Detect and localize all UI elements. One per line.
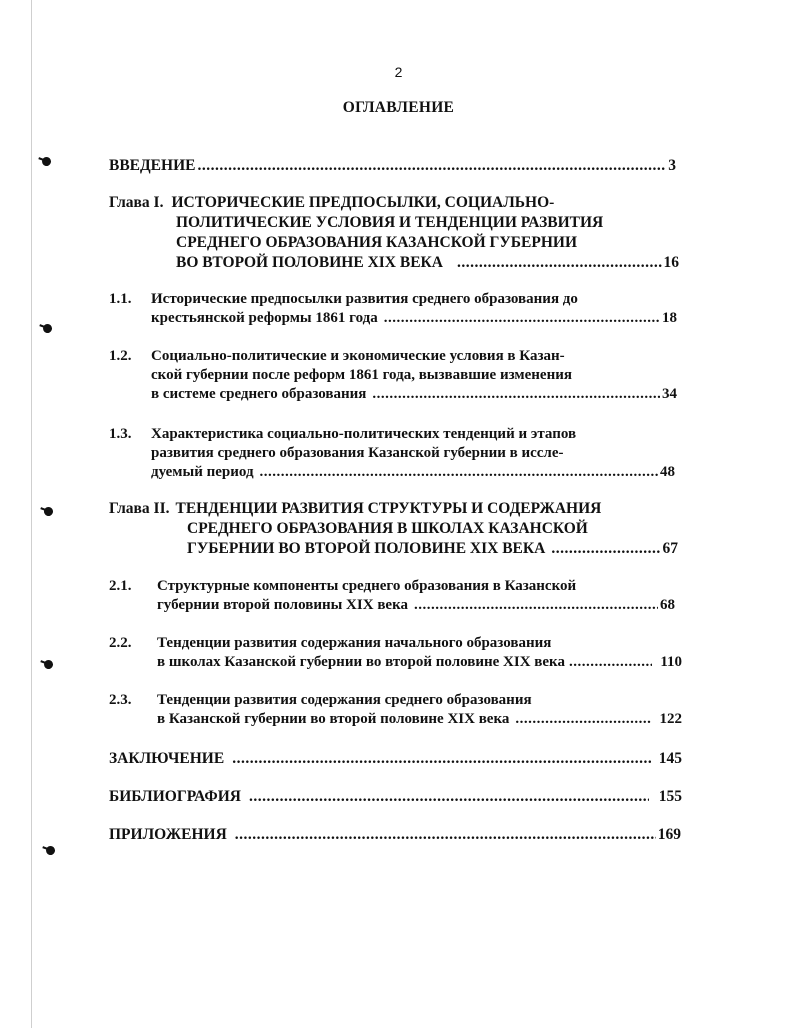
section-title-line: в системе среднего образования [151, 386, 367, 402]
leader-dots [235, 825, 656, 845]
toc-page-number: 16 [663, 254, 679, 271]
section-title-line: в школах Казанской губернии во второй половине XIX века [157, 654, 565, 670]
section-number: 2.3. [109, 692, 132, 708]
binding-hole-mark [43, 659, 55, 671]
toc-entry-label: ПРИЛОЖЕНИЯ [109, 826, 227, 843]
section-number: 1.2. [109, 348, 132, 364]
leader-dots [457, 253, 662, 273]
toc-entry-conclusion[interactable] [109, 749, 682, 769]
leader-dots [249, 787, 649, 807]
section-title-line: дуемый период [151, 464, 254, 480]
scan-margin-line [31, 0, 32, 1028]
section-title-line: Тенденции развития содержания начального образования [157, 635, 552, 651]
section-title-line: Тенденции развития содержания среднего образования [157, 692, 532, 708]
chapter-prefix: Глава II. [109, 500, 170, 517]
page-number: 2 [394, 64, 403, 80]
toc-entry-section-1-3[interactable] [109, 425, 675, 482]
section-title-line: Социально-политические и экономические условия в Казан- [151, 348, 565, 364]
leader-dots [260, 463, 658, 482]
toc-page-number: 145 [658, 750, 682, 767]
toc-page-number: 155 [658, 788, 682, 805]
chapter-prefix: Глава I. [109, 194, 164, 211]
toc-page-number: 122 [659, 711, 682, 727]
toc-entry-label: ВВЕДЕНИЕ [109, 157, 196, 174]
leader-dots [232, 749, 651, 769]
toc-entry-label: БИБЛИОГРАФИЯ [109, 788, 241, 805]
chapter-title-line: ТЕНДЕНЦИИ РАЗВИТИЯ СТРУКТУРЫ И СОДЕРЖАНИЯ [175, 500, 602, 517]
chapter-title-line: ГУБЕРНИИ ВО ВТОРОЙ ПОЛОВИНЕ XIX ВЕКА [187, 540, 546, 557]
toc-entry-intro[interactable] [109, 156, 676, 176]
leader-dots [515, 710, 651, 729]
chapter-title-line: ВО ВТОРОЙ ПОЛОВИНЕ XIX ВЕКА [176, 254, 443, 271]
section-number: 1.3. [109, 426, 132, 442]
leader-dots [414, 596, 658, 615]
toc-page-number: 48 [660, 464, 675, 480]
binding-hole-mark [43, 506, 55, 518]
section-title-line: крестьянской реформы 1861 года [151, 310, 378, 326]
section-number: 2.2. [109, 635, 132, 651]
binding-hole-mark [42, 323, 54, 335]
toc-entry-chapter-2[interactable] [109, 499, 678, 559]
toc-page-number: 110 [660, 654, 682, 670]
section-title-line: развития среднего образования Казанской губернии в иссле- [151, 445, 564, 461]
section-title-line: Структурные компоненты среднего образования в Казанской [157, 578, 577, 594]
section-title-line: ской губернии после реформ 1861 года, вызвавшие изменения [151, 367, 572, 383]
section-number: 1.1. [109, 291, 132, 307]
toc-entry-section-2-1[interactable] [109, 577, 675, 615]
chapter-title-line: СРЕДНЕГО ОБРАЗОВАНИЯ В ШКОЛАХ КАЗАНСКОЙ [187, 520, 588, 537]
toc-entry-appendices[interactable] [109, 825, 681, 845]
binding-hole-mark [41, 156, 53, 168]
page-title: ОГЛАВЛЕНИЕ [342, 99, 455, 116]
toc-page-number: 169 [657, 826, 681, 843]
leader-dots [551, 539, 660, 559]
toc-page-number: 3 [668, 157, 676, 174]
toc-entry-section-2-2[interactable] [109, 634, 682, 672]
chapter-title-line: СРЕДНЕГО ОБРАЗОВАНИЯ КАЗАНСКОЙ ГУБЕРНИИ [176, 234, 578, 251]
toc-entry-section-1-1[interactable] [109, 290, 677, 328]
chapter-title-line: ИСТОРИЧЕСКИЕ ПРЕДПОСЫЛКИ, СОЦИАЛЬНО- [171, 194, 555, 211]
binding-hole-mark [45, 845, 57, 857]
section-title-line: в Казанской губернии во второй половине XIX века [157, 711, 510, 727]
toc-entry-label: ЗАКЛЮЧЕНИЕ [109, 750, 225, 767]
chapter-title-line: ПОЛИТИЧЕСКИЕ УСЛОВИЯ И ТЕНДЕНЦИИ РАЗВИТИЯ [176, 214, 604, 231]
leader-dots [197, 156, 666, 176]
section-title-line: Исторические предпосылки развития среднего образования до [151, 291, 578, 307]
toc-page-number: 18 [662, 310, 677, 326]
section-title-line: Характеристика социально-политических тенденций и этапов [151, 426, 577, 442]
toc-entry-bibliography[interactable] [109, 787, 682, 807]
toc-entry-section-1-2[interactable] [109, 347, 677, 404]
toc-page-number: 34 [662, 386, 677, 402]
leader-dots [372, 385, 660, 404]
toc-entry-chapter-1[interactable] [109, 193, 679, 273]
toc-entry-section-2-3[interactable] [109, 691, 682, 729]
section-title-line: губернии второй половины XIX века [157, 597, 408, 613]
section-number: 2.1. [109, 578, 132, 594]
leader-dots [569, 653, 652, 672]
toc-page-number: 68 [660, 597, 675, 613]
toc-page-number: 67 [662, 540, 678, 557]
leader-dots [384, 309, 660, 328]
